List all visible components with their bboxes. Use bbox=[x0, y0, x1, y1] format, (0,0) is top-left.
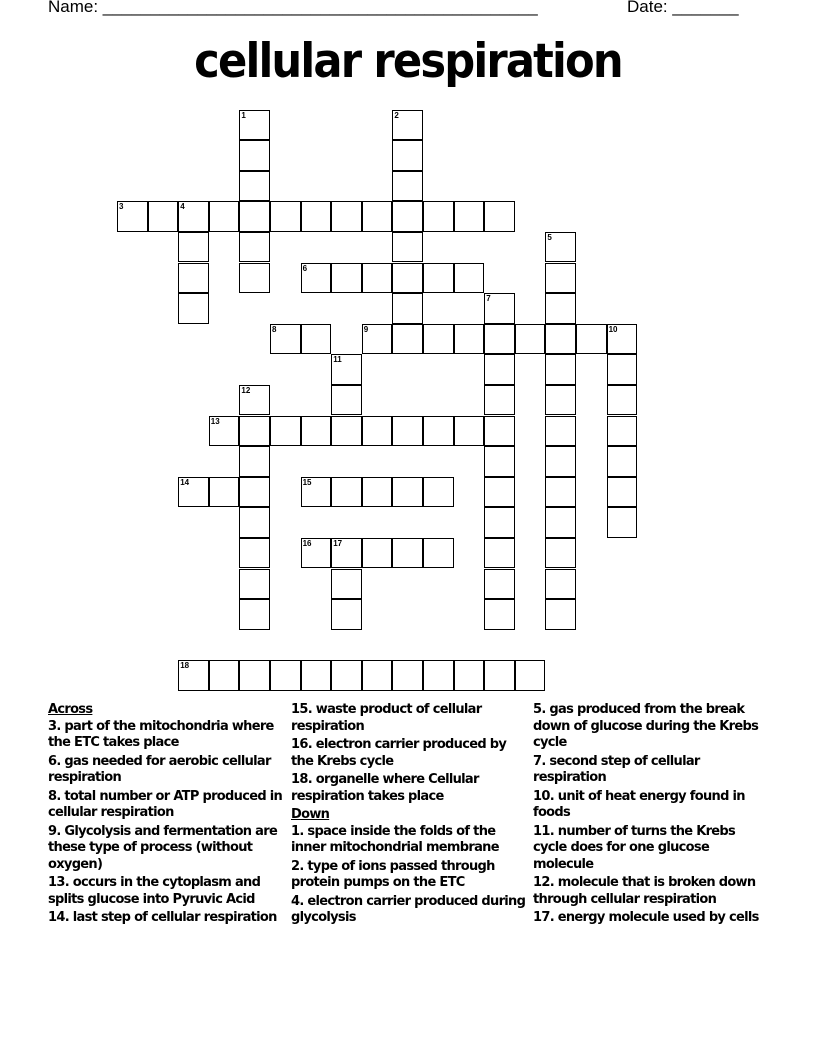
grid-cell[interactable] bbox=[484, 599, 515, 630]
grid-cell[interactable] bbox=[239, 385, 270, 416]
grid-cell[interactable] bbox=[392, 232, 423, 263]
grid-cell[interactable] bbox=[423, 538, 454, 569]
grid-cell[interactable] bbox=[178, 477, 209, 508]
grid-cell[interactable] bbox=[178, 263, 209, 294]
grid-cell[interactable] bbox=[239, 660, 270, 691]
cell-number: 2 bbox=[394, 110, 399, 120]
clue-down-12 bbox=[533, 875, 769, 908]
grid-cell[interactable] bbox=[239, 263, 270, 294]
clue-down-4 bbox=[291, 894, 527, 927]
cell-number: 6 bbox=[302, 263, 308, 273]
grid-cell[interactable] bbox=[148, 201, 179, 232]
clue-number: 7. bbox=[533, 753, 546, 769]
clue-number: 5. bbox=[533, 702, 546, 717]
clue-number: 10. bbox=[533, 788, 554, 804]
grid-cell[interactable] bbox=[270, 416, 301, 447]
grid-cell[interactable] bbox=[454, 201, 485, 232]
grid-cell[interactable] bbox=[209, 201, 240, 232]
clue-number: 8. bbox=[48, 788, 61, 804]
grid-cell[interactable] bbox=[484, 324, 515, 355]
grid-cell[interactable] bbox=[607, 385, 638, 416]
clue-text: electron carrier produced by the Krebs cycle bbox=[291, 737, 507, 769]
grid-cell[interactable] bbox=[209, 660, 240, 691]
grid-cell[interactable] bbox=[239, 477, 270, 508]
clue-across-3 bbox=[48, 719, 284, 752]
grid-cell[interactable] bbox=[454, 660, 485, 691]
grid-cell[interactable] bbox=[484, 354, 515, 385]
grid-cell[interactable] bbox=[454, 263, 485, 294]
grid-cell[interactable] bbox=[331, 354, 362, 385]
clue-number: 3. bbox=[48, 718, 61, 734]
grid-cell[interactable] bbox=[178, 660, 209, 691]
clue-text: molecule that is broken down through cellular respiration bbox=[533, 875, 756, 907]
grid-cell[interactable] bbox=[484, 416, 515, 447]
grid-cell[interactable] bbox=[301, 660, 332, 691]
cell-number: 5 bbox=[547, 232, 552, 242]
grid-cell[interactable] bbox=[301, 538, 332, 569]
page-title: cellular respiration bbox=[194, 34, 622, 89]
grid-cell[interactable] bbox=[454, 324, 485, 355]
grid-cell[interactable] bbox=[301, 477, 332, 508]
grid-cell[interactable] bbox=[545, 538, 576, 569]
clue-across-13 bbox=[48, 875, 284, 908]
grid-cell[interactable] bbox=[607, 446, 638, 477]
clue-across-14 bbox=[48, 910, 284, 927]
grid-cell[interactable] bbox=[239, 171, 270, 202]
grid-cell[interactable] bbox=[239, 446, 270, 477]
clue-down-1 bbox=[291, 824, 527, 857]
clue-down-2 bbox=[291, 859, 527, 892]
cell-number: 14 bbox=[180, 477, 190, 487]
grid-cell[interactable] bbox=[270, 324, 301, 355]
clue-across-15 bbox=[291, 702, 527, 735]
grid-cell[interactable] bbox=[545, 324, 576, 355]
grid-cell[interactable] bbox=[545, 416, 576, 447]
grid-cell[interactable] bbox=[362, 201, 393, 232]
grid-cell[interactable] bbox=[607, 416, 638, 447]
clue-across-6 bbox=[48, 754, 284, 787]
clue-down-10 bbox=[533, 789, 769, 822]
grid-cell[interactable] bbox=[392, 324, 423, 355]
grid-cell[interactable] bbox=[209, 416, 240, 447]
clue-number: 4. bbox=[291, 893, 304, 909]
grid-cell[interactable] bbox=[545, 232, 576, 263]
grid-cell[interactable] bbox=[545, 599, 576, 630]
grid-cell[interactable] bbox=[362, 660, 393, 691]
grid-cell[interactable] bbox=[362, 416, 393, 447]
cell-number: 15 bbox=[302, 477, 312, 487]
grid-cell[interactable] bbox=[301, 201, 332, 232]
grid-cell[interactable] bbox=[484, 507, 515, 538]
grid-cell[interactable] bbox=[515, 660, 546, 691]
grid-cell[interactable] bbox=[239, 507, 270, 538]
grid-cell[interactable] bbox=[331, 385, 362, 416]
grid-cell[interactable] bbox=[178, 232, 209, 263]
grid-cell[interactable] bbox=[301, 324, 332, 355]
grid-cell[interactable] bbox=[423, 201, 454, 232]
grid-cell[interactable] bbox=[239, 599, 270, 630]
grid-cell[interactable] bbox=[331, 477, 362, 508]
cell-number: 18 bbox=[180, 661, 190, 671]
cell-number: 3 bbox=[119, 202, 124, 212]
clue-text: last step of cellular respiration bbox=[72, 910, 277, 925]
clue-text: occurs in the cytoplasm and splits glucose into Pyruvic Acid bbox=[48, 875, 261, 907]
cell-number: 4 bbox=[180, 202, 185, 212]
grid-cell[interactable] bbox=[484, 201, 515, 232]
grid-cell[interactable] bbox=[239, 416, 270, 447]
grid-cell[interactable] bbox=[331, 569, 362, 600]
grid-cell[interactable] bbox=[484, 569, 515, 600]
cell-number: 1 bbox=[241, 110, 246, 120]
grid-cell[interactable] bbox=[209, 477, 240, 508]
grid-cell[interactable] bbox=[545, 385, 576, 416]
cell-number: 13 bbox=[210, 416, 220, 426]
clue-text: gas needed for aerobic cellular respiration bbox=[48, 753, 271, 785]
clue-text: number of turns the Krebs cycle does for one glucose molecule bbox=[533, 823, 736, 872]
clue-text: energy molecule used by cells bbox=[557, 910, 759, 925]
grid-cell[interactable] bbox=[331, 538, 362, 569]
grid-cell[interactable] bbox=[239, 538, 270, 569]
grid-cell[interactable] bbox=[331, 201, 362, 232]
clue-text: waste product of cellular respiration bbox=[291, 702, 482, 734]
clue-number: 15. bbox=[291, 702, 312, 717]
grid-cell[interactable] bbox=[392, 140, 423, 171]
clue-number: 6. bbox=[48, 753, 61, 769]
grid-cell[interactable] bbox=[239, 201, 270, 232]
grid-cell[interactable] bbox=[301, 263, 332, 294]
grid-cell[interactable] bbox=[239, 110, 270, 141]
cell-number: 10 bbox=[608, 324, 618, 334]
clue-text: space inside the folds of the inner mitochondrial membrane bbox=[291, 823, 499, 855]
name-field-label: Name: ______________________________________________ bbox=[48, 0, 538, 16]
grid-cell[interactable] bbox=[423, 416, 454, 447]
clue-down-11 bbox=[533, 824, 769, 874]
grid-cell[interactable] bbox=[454, 416, 485, 447]
clue-text: Glycolysis and fermentation are these type of process (without oxygen) bbox=[48, 823, 278, 872]
clue-text: organelle where Cellular respiration takes place bbox=[291, 772, 479, 804]
grid-cell[interactable] bbox=[362, 263, 393, 294]
grid-cell[interactable] bbox=[178, 293, 209, 324]
down-heading: Down bbox=[291, 807, 330, 822]
grid-cell[interactable] bbox=[178, 201, 209, 232]
grid-cell[interactable] bbox=[362, 477, 393, 508]
grid-cell[interactable] bbox=[392, 110, 423, 141]
grid-cell[interactable] bbox=[239, 140, 270, 171]
clue-across-9 bbox=[48, 824, 284, 874]
grid-cell[interactable] bbox=[484, 385, 515, 416]
grid-cell[interactable] bbox=[607, 354, 638, 385]
grid-cell[interactable] bbox=[484, 446, 515, 477]
grid-cell[interactable] bbox=[117, 201, 148, 232]
clue-number: 9. bbox=[48, 823, 61, 839]
grid-cell[interactable] bbox=[392, 538, 423, 569]
grid-cell[interactable] bbox=[545, 293, 576, 324]
grid-cell[interactable] bbox=[239, 569, 270, 600]
grid-cell[interactable] bbox=[545, 477, 576, 508]
clue-text: type of ions passed through protein pumps on the ETC bbox=[291, 858, 495, 890]
grid-cell[interactable] bbox=[423, 324, 454, 355]
grid-cell[interactable] bbox=[331, 263, 362, 294]
grid-cell[interactable] bbox=[545, 446, 576, 477]
cell-number: 7 bbox=[486, 294, 491, 304]
grid-cell[interactable] bbox=[484, 293, 515, 324]
across-heading: Across bbox=[48, 702, 93, 717]
clue-across-16 bbox=[291, 737, 527, 770]
clue-text: second step of cellular respiration bbox=[533, 753, 700, 785]
clue-number: 13. bbox=[48, 875, 69, 890]
grid-cell[interactable] bbox=[392, 201, 423, 232]
grid-cell[interactable] bbox=[515, 324, 546, 355]
clue-number: 17. bbox=[533, 910, 554, 925]
clue-number: 12. bbox=[533, 875, 554, 890]
clue-text: gas produced from the break down of glucose during the Krebs cycle bbox=[533, 702, 759, 750]
grid-cell[interactable] bbox=[362, 538, 393, 569]
grid-cell[interactable] bbox=[484, 660, 515, 691]
cell-number: 11 bbox=[333, 355, 342, 365]
grid-cell[interactable] bbox=[362, 324, 393, 355]
grid-cell[interactable] bbox=[545, 354, 576, 385]
grid-cell[interactable] bbox=[545, 507, 576, 538]
clue-across-8 bbox=[48, 789, 284, 822]
clues-column-1 bbox=[48, 702, 284, 929]
clue-number: 16. bbox=[291, 737, 312, 752]
grid-cell[interactable] bbox=[392, 171, 423, 202]
grid-cell[interactable] bbox=[270, 660, 301, 691]
grid-cell[interactable] bbox=[270, 201, 301, 232]
clue-text: unit of heat energy found in foods bbox=[533, 788, 745, 820]
grid-cell[interactable] bbox=[392, 477, 423, 508]
clue-text: total number or ATP produced in cellular respiration bbox=[48, 788, 283, 820]
grid-cell[interactable] bbox=[423, 263, 454, 294]
clue-number: 2. bbox=[291, 858, 304, 874]
grid-cell[interactable] bbox=[331, 660, 362, 691]
grid-cell[interactable] bbox=[392, 416, 423, 447]
grid-cell[interactable] bbox=[484, 477, 515, 508]
clue-down-7 bbox=[533, 754, 769, 787]
clue-number: 14. bbox=[48, 910, 69, 925]
clue-down-17 bbox=[533, 910, 769, 927]
clue-number: 1. bbox=[291, 823, 304, 839]
grid-cell[interactable] bbox=[607, 507, 638, 538]
grid-cell[interactable] bbox=[545, 569, 576, 600]
grid-cell[interactable] bbox=[576, 324, 607, 355]
clue-number: 11. bbox=[533, 823, 554, 839]
clues-column-3 bbox=[533, 702, 769, 929]
grid-cell[interactable] bbox=[392, 293, 423, 324]
clue-across-18 bbox=[291, 772, 527, 805]
cell-number: 9 bbox=[363, 324, 369, 334]
grid-cell[interactable] bbox=[545, 263, 576, 294]
grid-cell[interactable] bbox=[239, 232, 270, 263]
grid-cell[interactable] bbox=[331, 599, 362, 630]
cell-number: 16 bbox=[302, 538, 312, 548]
grid-cell[interactable] bbox=[392, 263, 423, 294]
cell-number: 17 bbox=[333, 538, 343, 548]
grid-cell[interactable] bbox=[392, 660, 423, 691]
cell-number: 12 bbox=[241, 385, 251, 395]
grid-cell[interactable] bbox=[301, 416, 332, 447]
clue-down-5 bbox=[533, 702, 769, 752]
grid-cell[interactable] bbox=[423, 660, 454, 691]
clue-text: part of the mitochondria where the ETC takes place bbox=[48, 718, 274, 750]
clue-number: 18. bbox=[291, 772, 312, 787]
clue-text: electron carrier produced during glycolysis bbox=[291, 893, 526, 925]
clues-column-2 bbox=[291, 702, 527, 929]
grid-cell[interactable] bbox=[331, 416, 362, 447]
grid-cell[interactable] bbox=[607, 324, 638, 355]
grid-cell[interactable] bbox=[423, 477, 454, 508]
grid-cell[interactable] bbox=[607, 477, 638, 508]
date-field-label: Date: _______ bbox=[627, 0, 739, 16]
grid-cell[interactable] bbox=[484, 538, 515, 569]
cell-number: 8 bbox=[272, 324, 277, 334]
